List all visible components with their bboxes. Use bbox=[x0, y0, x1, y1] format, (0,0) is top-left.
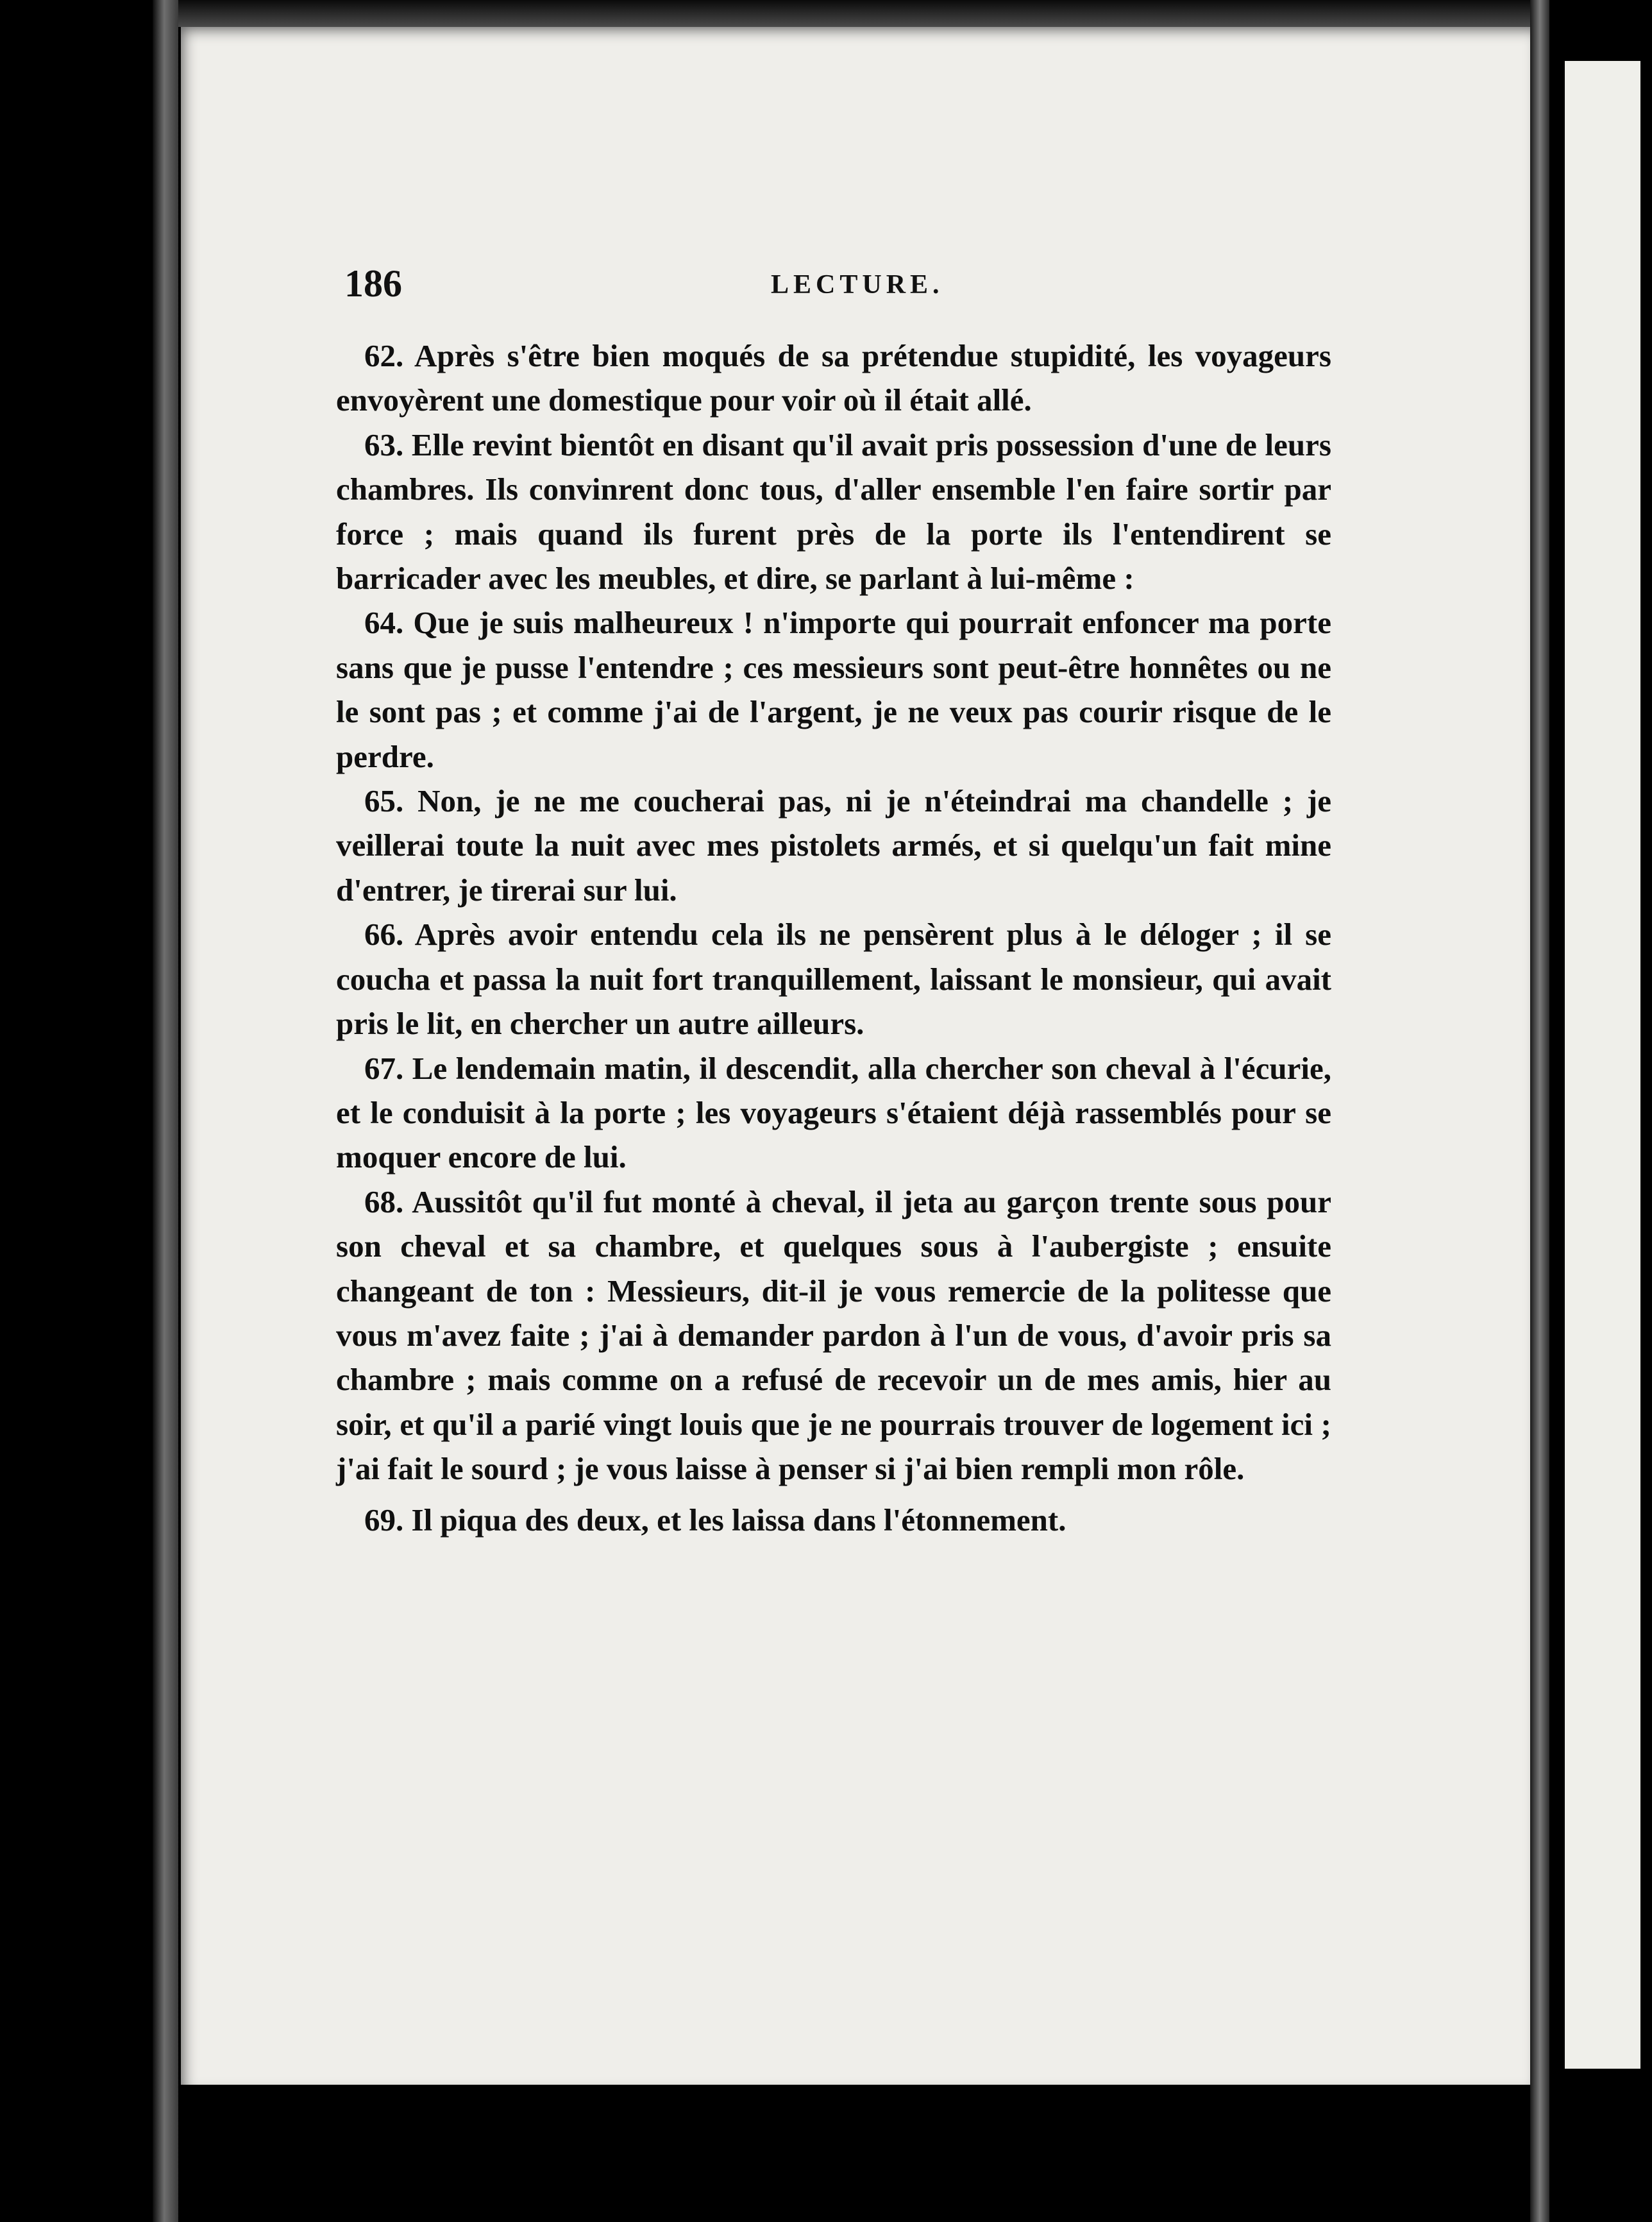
body-text bbox=[336, 334, 1331, 1542]
film-edge-right bbox=[1530, 0, 1549, 2222]
paragraph-63: 63. Elle revint bientôt en disant qu'il avait pris possession d'une de leurs chambres. Ils convinrent donc tous, d'aller ensemble l'en faire sortir par force ; mais quand ils furent près de la porte ils l'entendirent se barricader avec les meubles, et dire, se parlant à lui-même : bbox=[336, 427, 1331, 597]
page-header bbox=[344, 262, 1563, 313]
paragraph-65: 65. Non, je ne me coucherai pas, ni je n'éteindrai ma chandelle ; je veillerai toute la nuit avec mes pistolets armés, et si quelqu'un fait mine d'entrer, je tirerai sur lui. bbox=[336, 783, 1331, 908]
adjacent-page-edge bbox=[1565, 61, 1640, 2069]
paragraph-62: 62. Après s'être bien moqués de sa prétendue stupidité, les voyageurs envoyèrent une domestique pour voir où il était allé. bbox=[336, 338, 1331, 418]
paragraph-69: 69. Il piqua des deux, et les laissa dans l'étonnement. bbox=[364, 1502, 1066, 1538]
film-edge-left bbox=[153, 0, 178, 2222]
page-number: 186 bbox=[344, 262, 402, 305]
paragraph-64: 64. Que je suis malheureux ! n'importe qui pourrait enfoncer ma porte sans que je pusse l'entendre ; ces messieurs sont peut-être honnêtes ou ne le sont pas ; et comme j'ai de l'argent, je ne veux pas courir risque de le perdre. bbox=[336, 605, 1331, 774]
paragraph-67: 67. Le lendemain matin, il descendit, alla chercher son cheval à l'écurie, et le conduisit à la porte ; les voyageurs s'étaient déjà rassemblés pour se moquer encore de lui. bbox=[336, 1050, 1331, 1175]
running-head: LECTURE. bbox=[771, 270, 944, 300]
paragraph-66: 66. Après avoir entendu cela ils ne pensèrent plus à le déloger ; il se coucha et passa la nuit fort tranquillement, laissant le monsieur, qui avait pris le lit, en chercher un autre ailleurs. bbox=[336, 917, 1331, 1042]
paragraph-68: 68. Aussitôt qu'il fut monté à cheval, il jeta au garçon trente sous pour son cheval et sa chambre, et quelques sous à l'aubergiste ; ensuite changeant de ton : Messieurs, dit-il je vous remercie de la politesse que vous m'avez faite ; j'ai à demander pardon à l'un de vous, d'avoir pris sa chambre ; mais comme on a refusé de recevoir un de mes amis, hier au soir, et qu'il a parié vingt louis que je ne pourrais trouver de logement ici ; j'ai fait le sourd ; je vous laisse à penser si j'ai bien rempli mon rôle. bbox=[336, 1183, 1331, 1487]
film-edge-top bbox=[178, 0, 1530, 27]
